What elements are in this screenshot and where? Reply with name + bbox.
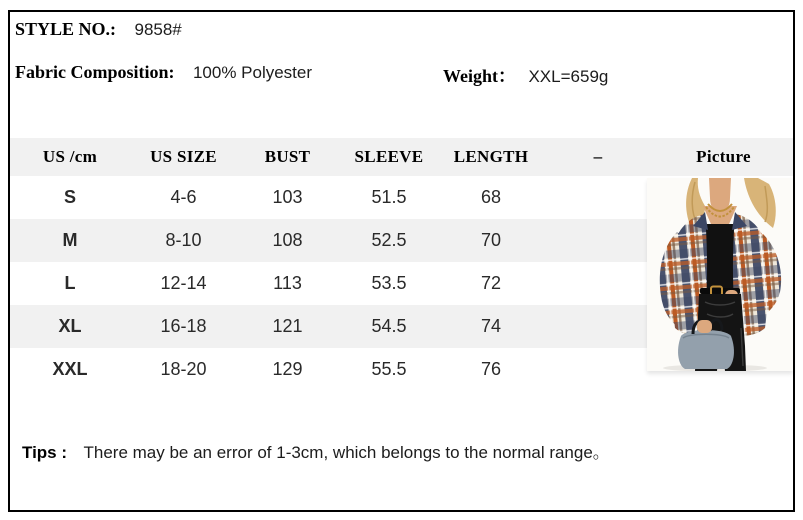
weight-label: Weight： bbox=[443, 66, 517, 86]
sleeve-cell: 52.5 bbox=[338, 219, 440, 262]
sleeve-cell: 54.5 bbox=[338, 305, 440, 348]
sleeve-cell: 51.5 bbox=[371, 187, 407, 207]
size-cell: XL bbox=[10, 305, 130, 348]
length-cell: 70 bbox=[440, 219, 542, 262]
column-header-dash: – bbox=[542, 138, 654, 176]
product-photo bbox=[647, 178, 793, 371]
length-cell: 72 bbox=[480, 273, 502, 293]
length-cell: 74 bbox=[440, 305, 542, 348]
dash-cell bbox=[542, 305, 654, 348]
size-cell: M bbox=[10, 219, 130, 262]
us-size-cell: 18-20 bbox=[160, 359, 207, 379]
column-header-bust: BUST bbox=[237, 138, 338, 176]
bust-cell: 113 bbox=[273, 273, 302, 293]
column-header-us-cm: US /cm bbox=[10, 138, 130, 176]
us-size-cell: 12-14 bbox=[160, 273, 207, 293]
style-number-value: 9858# bbox=[134, 20, 182, 39]
dash-cell bbox=[542, 262, 654, 305]
column-header-length: LENGTH bbox=[440, 138, 542, 176]
weight-value: XXL=659g bbox=[528, 67, 609, 86]
tips-text: There may be an error of 1-3cm, which belongs to the normal range。 bbox=[83, 443, 610, 462]
tips-line bbox=[22, 438, 610, 463]
dash-cell bbox=[542, 219, 654, 262]
fabric-composition-label: Fabric Composition: bbox=[15, 62, 175, 82]
sleeve-cell: 53.5 bbox=[371, 273, 407, 293]
dash-cell bbox=[542, 348, 654, 391]
style-number-label: STYLE NO.: bbox=[15, 19, 117, 39]
size-cell: S bbox=[63, 187, 76, 207]
size-cell: L bbox=[64, 273, 76, 293]
us-size-cell: 4-6 bbox=[170, 187, 197, 207]
length-cell: 68 bbox=[480, 187, 502, 207]
bust-cell: 108 bbox=[237, 219, 338, 262]
weight-line bbox=[443, 62, 608, 88]
bust-cell: 129 bbox=[272, 359, 303, 379]
tips-label: Tips : bbox=[22, 443, 68, 462]
column-header-us-size: US SIZE bbox=[130, 138, 237, 176]
hand-holding-bag bbox=[697, 320, 712, 333]
us-size-cell: 16-18 bbox=[130, 305, 237, 348]
us-size-cell: 8-10 bbox=[130, 219, 237, 262]
table-header-row bbox=[10, 138, 793, 176]
size-cell: XXL bbox=[52, 359, 88, 379]
fabric-composition-line bbox=[15, 62, 312, 83]
fabric-composition-value: 100% Polyester bbox=[192, 63, 313, 82]
dash-cell bbox=[542, 176, 654, 219]
bust-cell: 121 bbox=[237, 305, 338, 348]
model-photo-illustration bbox=[647, 178, 793, 371]
length-cell: 76 bbox=[480, 359, 502, 379]
column-header-sleeve: SLEEVE bbox=[338, 138, 440, 176]
sleeve-cell: 55.5 bbox=[371, 359, 407, 379]
bust-cell: 103 bbox=[272, 187, 303, 207]
style-number-line bbox=[15, 19, 182, 40]
column-header-picture: Picture bbox=[654, 138, 793, 176]
